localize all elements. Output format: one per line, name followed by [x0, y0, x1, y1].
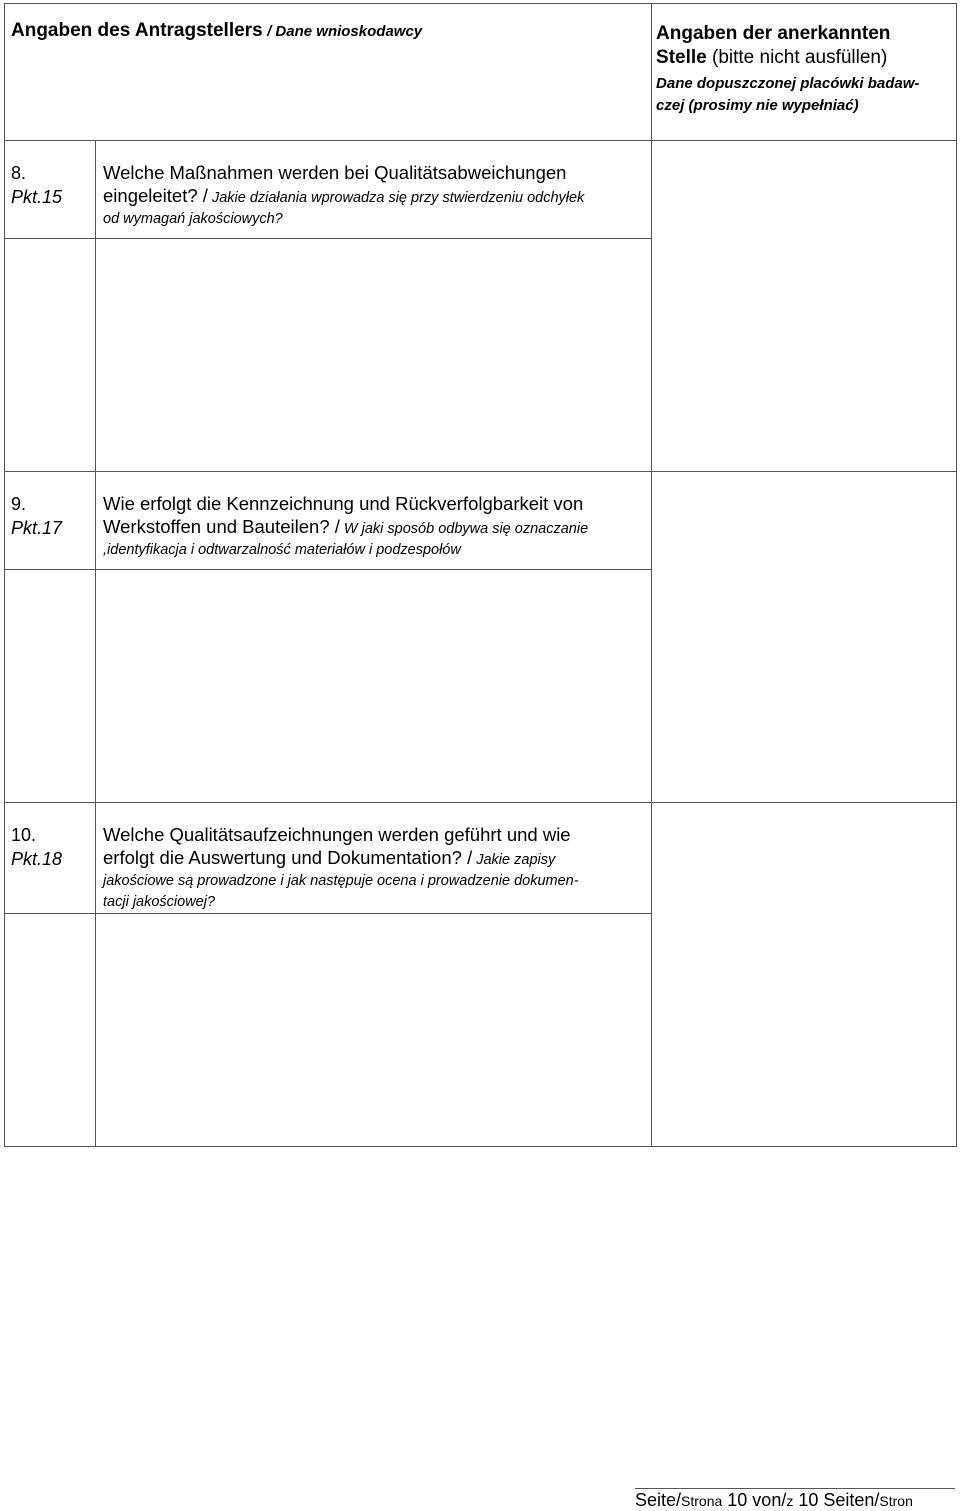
- footer-seite: Seite/: [635, 1490, 682, 1510]
- form-table: [4, 3, 957, 1147]
- item-point: Pkt.17: [11, 518, 63, 538]
- question-pl-line1: Jakie zapisy: [472, 852, 556, 868]
- question-pl-line1: Jakie działania wprowadza się przy stwierdzeniu odchyłek: [207, 190, 585, 206]
- applicant-header-pl: / Dane wnioskodawcy: [267, 23, 423, 40]
- answer-number-cell: [5, 570, 96, 803]
- footer-z: z: [786, 1493, 794, 1509]
- form-header-row: [5, 4, 957, 141]
- recognized-body-stelle: Stelle: [656, 47, 707, 68]
- question-cell: [96, 803, 652, 914]
- page-footer: [635, 1488, 955, 1511]
- question-pl-line2: od wymagań jakościowych?: [103, 211, 283, 227]
- recognized-body-pl: [656, 73, 946, 117]
- question-pl-line1: W jaki sposób odbywa się oznaczanie: [339, 521, 589, 537]
- answer-number-cell: [5, 914, 96, 1147]
- question-de-line1: Welche Maßnahmen werden bei Qualitätsabweichungen: [103, 162, 567, 183]
- item-number-cell: [5, 472, 96, 570]
- answer-field-10[interactable]: [96, 914, 652, 1147]
- item-number: 10.: [11, 825, 37, 845]
- recognized-body-note: (bitte nicht ausfüllen): [706, 47, 888, 68]
- question-pl-line3: tacji jakościowej?: [103, 894, 216, 910]
- item-point: Pkt.18: [11, 849, 63, 869]
- question-pl-line2: jakościowe są prowadzone i jak następuje ocena i prowadzenie dokumen-: [103, 873, 579, 889]
- question-de-line1: Wie erfolgt die Kennzeichnung und Rückverfolgbarkeit von: [103, 493, 584, 514]
- recognized-body-answer-8[interactable]: [652, 141, 957, 472]
- applicant-header-de: Angaben des Antragstellers: [11, 20, 263, 41]
- question-de-line2: Werkstoffen und Bauteilen? /: [103, 516, 340, 537]
- recognized-body-header: [652, 4, 957, 141]
- recognized-body-subtitle: [656, 46, 946, 70]
- question-de-line2: eingeleitet? /: [103, 185, 208, 206]
- applicant-header: [5, 4, 652, 141]
- question-row-10: [5, 803, 957, 914]
- question-cell: [96, 141, 652, 239]
- answer-field-8[interactable]: [96, 239, 652, 472]
- footer-strona: Strona: [681, 1493, 723, 1509]
- item-number-cell: [5, 141, 96, 239]
- recognized-body-answer-9[interactable]: [652, 472, 957, 803]
- item-number: 9.: [11, 494, 27, 514]
- question-cell: [96, 472, 652, 570]
- item-point: Pkt.15: [11, 187, 63, 207]
- question-row-9: [5, 472, 957, 570]
- footer-stron: Stron: [879, 1493, 913, 1509]
- answer-number-cell: [5, 239, 96, 472]
- item-number-cell: [5, 803, 96, 914]
- answer-field-9[interactable]: [96, 570, 652, 803]
- recognized-body-pl-line1: Dane dopuszczonej placówki badaw-: [656, 75, 920, 92]
- question-de-line1: Welche Qualitätsaufzeichnungen werden geführt und wie: [103, 824, 571, 845]
- application-form: [4, 3, 956, 1147]
- footer-page-number: 10 von/: [722, 1490, 787, 1510]
- footer-total-pages: 10 Seiten/: [793, 1490, 880, 1510]
- question-de-line2: erfolgt die Auswertung und Dokumentation? /: [103, 847, 473, 868]
- recognized-body-answer-10[interactable]: [652, 803, 957, 1147]
- item-number: 8.: [11, 163, 27, 183]
- question-row-8: [5, 141, 957, 239]
- recognized-body-title: Angaben der anerkannten: [656, 23, 891, 44]
- question-pl-line2: ,identyfikacja i odtwarzalność materiałów i podzespołów: [103, 542, 461, 558]
- recognized-body-pl-line2: czej (prosimy nie wypełniać): [656, 97, 859, 114]
